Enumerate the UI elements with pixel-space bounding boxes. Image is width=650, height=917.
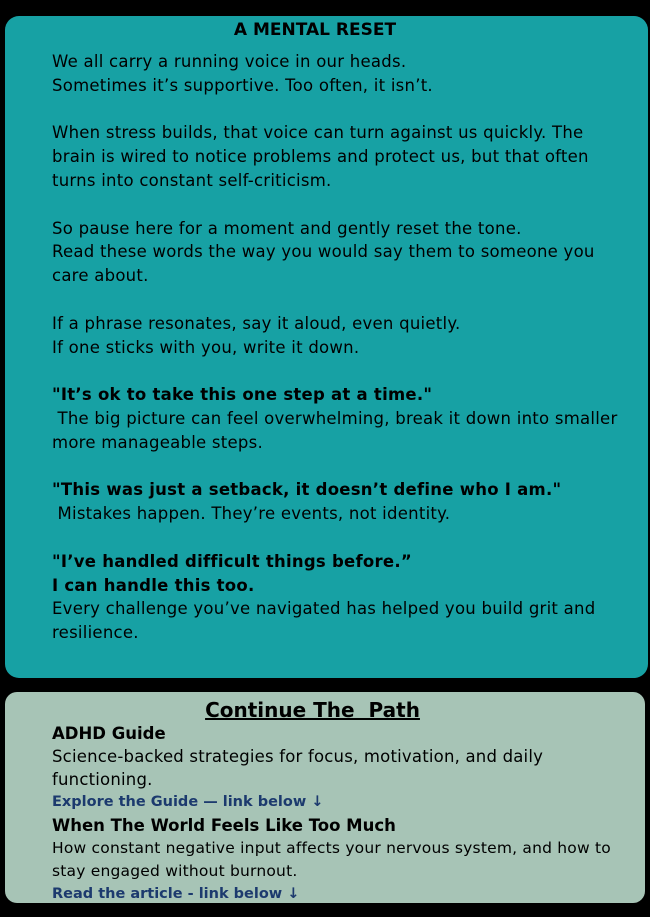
- pause-line-2: Read these words the way you would say them to someone you care about.: [52, 242, 595, 286]
- affirmation-2-text: Mistakes happen. They’re events, not identity.: [52, 504, 451, 524]
- affirmation-3: [52, 550, 632, 645]
- affirmation-3-quote-line-1: "I’ve handled difficult things before.”: [52, 551, 412, 571]
- phrase-paragraph: [52, 312, 632, 360]
- affirmation-1-quote: "It’s ok to take this one step at a time.": [52, 385, 433, 405]
- intro-paragraph: [52, 50, 632, 98]
- continue-path-title: Continue The Path: [205, 698, 420, 722]
- adhd-guide-description: Science-backed strategies for focus, motivation, and daily functioning.: [52, 747, 544, 789]
- pause-paragraph: [52, 217, 632, 288]
- pause-line-1: So pause here for a moment and gently reset the tone.: [52, 218, 522, 238]
- intro-line-2: Sometimes it’s supportive. Too often, it isn’t.: [52, 75, 433, 95]
- mental-reset-title: A MENTAL RESET: [233, 20, 397, 40]
- intro-line-1: We all carry a running voice in our heads.: [52, 52, 407, 71]
- affirmation-1: [52, 383, 632, 454]
- world-too-much-link[interactable]: Read the article - link below ↓: [52, 886, 300, 902]
- phrase-line-1: If a phrase resonates, say it aloud, even quietly.: [52, 313, 461, 333]
- phrase-line-2: If one sticks with you, write it down.: [52, 337, 360, 357]
- affirmation-3-quote-line-2: I can handle this too.: [52, 575, 255, 595]
- affirmation-1-text: The big picture can feel overwhelming, break it down into smaller more manageable steps.: [52, 408, 623, 452]
- affirmation-2-quote: "This was just a setback, it doesn’t define who I am.": [52, 480, 562, 500]
- adhd-guide-link[interactable]: Explore the Guide — link below ↓: [52, 794, 324, 810]
- world-too-much-description: How constant negative input affects your nervous system, and how to stay engaged without burnout.: [52, 839, 611, 880]
- mental-reset-body: [52, 50, 632, 645]
- continue-path-body: [52, 722, 632, 906]
- world-too-much-heading: When The World Feels Like Too Much: [52, 816, 396, 835]
- stress-paragraph: When stress builds, that voice can turn against us quickly. The brain is wired to notice problems and protect us, but that often turns into constant self-criticism.: [52, 123, 589, 190]
- continue-path-card: [5, 692, 645, 903]
- affirmation-2: [52, 478, 632, 526]
- affirmation-3-text: Every challenge you’ve navigated has helped you build grit and resilience.: [52, 599, 596, 643]
- mental-reset-card: [5, 16, 648, 678]
- adhd-guide-heading: ADHD Guide: [52, 724, 166, 743]
